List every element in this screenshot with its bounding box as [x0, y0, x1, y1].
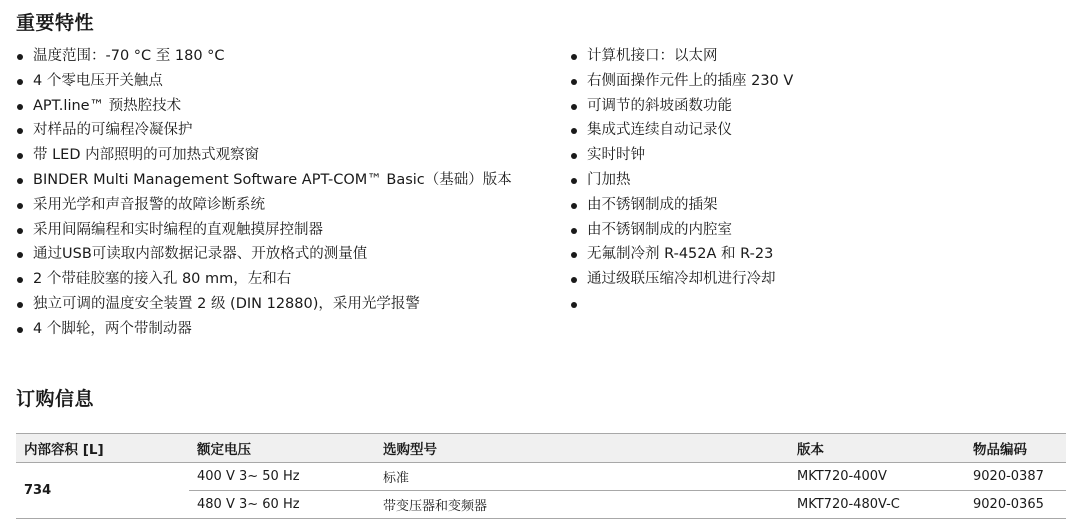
table-row: [16, 463, 1066, 491]
feature-item: 2 个带硅胶塞的接入孔 80 mm，左和右: [16, 267, 556, 292]
voltage-cell: 480 V 3~ 60 Hz: [189, 491, 375, 519]
feature-item: 可调节的斜坡函数功能: [570, 94, 1050, 119]
feature-item: 温度范围：-70 °C 至 180 °C: [16, 44, 556, 69]
feature-item: 独立可调的温度安全装置 2 级 (DIN 12880)，采用光学报警: [16, 292, 556, 317]
header-version: 版本: [789, 434, 965, 463]
feature-item: 无氟制冷剂 R-452A 和 R-23: [570, 242, 1050, 267]
feature-item: 带 LED 内部照明的可加热式观察窗: [16, 143, 556, 168]
feature-item: 4 个零电压开关触点: [16, 69, 556, 94]
feature-item: 4 个脚轮，两个带制动器: [16, 317, 556, 342]
feature-item: 由不锈钢制成的插架: [570, 193, 1050, 218]
features-list-left: [16, 44, 556, 342]
ordering-heading: 订购信息: [16, 388, 95, 410]
feature-item: 集成式连续自动记录仪: [570, 118, 1050, 143]
feature-item: 实时时钟: [570, 143, 1050, 168]
features-list-right: [570, 44, 1050, 317]
feature-item: BINDER Multi Management Software APT-COM™ Basic（基础）版本: [16, 168, 556, 193]
feature-item: 计算机接口：以太网: [570, 44, 1050, 69]
ordering-table: [16, 433, 1066, 519]
version-cell: MKT720-400V: [789, 463, 965, 491]
feature-item-empty: [570, 292, 1050, 317]
option-cell: 带变压器和变频器: [375, 491, 789, 519]
header-option: 选购型号: [375, 434, 789, 463]
voltage-cell: 400 V 3~ 50 Hz: [189, 463, 375, 491]
feature-item: 采用光学和声音报警的故障诊断系统: [16, 193, 556, 218]
feature-item: 通过级联压缩冷却机进行冷却: [570, 267, 1050, 292]
table-header-row: [16, 434, 1066, 463]
feature-item: APT.line™ 预热腔技术: [16, 94, 556, 119]
feature-item: 通过USB可读取内部数据记录器、开放格式的测量值: [16, 242, 556, 267]
capacity-cell: 734: [16, 463, 189, 519]
feature-item: 采用间隔编程和实时编程的直观触摸屏控制器: [16, 218, 556, 243]
feature-item: 对样品的可编程冷凝保护: [16, 118, 556, 143]
version-cell: MKT720-480V-C: [789, 491, 965, 519]
feature-item: 右侧面操作元件上的插座 230 V: [570, 69, 1050, 94]
item-code-cell: 9020-0387: [965, 463, 1066, 491]
feature-item: 门加热: [570, 168, 1050, 193]
feature-item: 由不锈钢制成的内腔室: [570, 218, 1050, 243]
header-capacity: 内部容积 [L]: [16, 434, 189, 463]
features-heading: 重要特性: [16, 12, 95, 34]
header-voltage: 额定电压: [189, 434, 375, 463]
item-code-cell: 9020-0365: [965, 491, 1066, 519]
header-item-code: 物品编码: [965, 434, 1066, 463]
option-cell: 标准: [375, 463, 789, 491]
